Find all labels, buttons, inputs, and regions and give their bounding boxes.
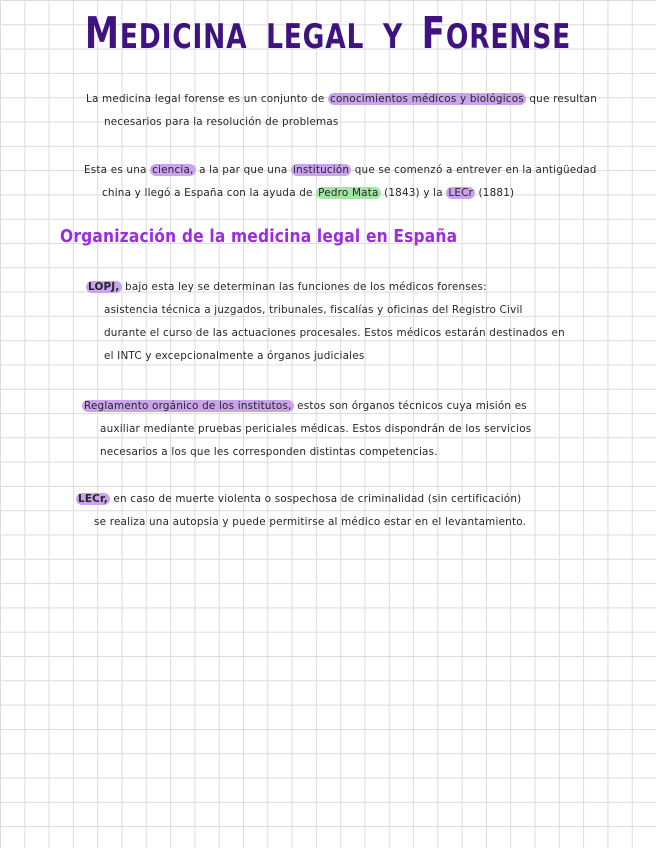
history-highlight-pedro-mata: Pedro Mata bbox=[318, 187, 379, 199]
lecr-line-2: se realiza una autopsia y puede permitirse al médico estar en el levantamiento. bbox=[94, 516, 527, 528]
lopj-paragraph bbox=[86, 276, 565, 368]
intro-text-post: que resultan bbox=[529, 93, 598, 105]
history-line2-pre: china y llegó a España con la ayuda de bbox=[102, 187, 313, 199]
history-line2-post: (1881) bbox=[478, 187, 515, 199]
lecr-label: LECr, bbox=[78, 493, 108, 505]
history-highlight-lecr: LECr bbox=[448, 187, 474, 199]
title-cap-f: F bbox=[421, 8, 446, 59]
title-word-y: Y bbox=[382, 17, 403, 57]
lecr-line-1: en caso de muerte violenta o sospechosa de criminalidad (sin certificación) bbox=[113, 493, 522, 505]
history-line2-mid: (1843) y la bbox=[384, 187, 443, 199]
history-highlight-ciencia: ciencia, bbox=[152, 164, 194, 176]
title-word-legal: LEGAL bbox=[266, 17, 365, 57]
history-text-mid: a la par que una bbox=[199, 164, 288, 176]
reglamento-label: Reglamento orgánico de los institutos, bbox=[84, 400, 292, 412]
lopj-line-2: asistencia técnica a juzgados, tribunales, fiscalías y oficinas del Registro Civil bbox=[104, 304, 523, 316]
intro-line-2: necesarios para la resolución de problemas bbox=[104, 116, 339, 128]
reglamento-line-3: necesarios a los que les corresponden distintas competencias. bbox=[100, 446, 438, 458]
lopj-line-4: el INTC y excepcionalmente a órganos judiciales bbox=[104, 350, 365, 362]
history-highlight-institucion: institución bbox=[292, 164, 350, 176]
reglamento-paragraph bbox=[82, 395, 531, 464]
history-text-pre: Esta es una bbox=[84, 164, 147, 176]
lopj-line-1: bajo esta ley se determinan las funciones de los médicos forenses: bbox=[125, 281, 487, 293]
intro-paragraph bbox=[86, 88, 597, 134]
reglamento-line-1: estos son órganos técnicos cuya misión es bbox=[297, 400, 527, 412]
lecr-paragraph bbox=[76, 488, 526, 534]
title-word-medicina: EDICINA bbox=[119, 17, 248, 57]
intro-highlight: conocimientos médicos y biológicos bbox=[330, 93, 524, 105]
reglamento-line-2: auxiliar mediante pruebas periciales médicas. Estos dispondrán de los servicios bbox=[100, 423, 532, 435]
page-title bbox=[72, 8, 584, 59]
intro-text-pre: La medicina legal forense es un conjunto de bbox=[86, 93, 325, 105]
lopj-line-3: durante el curso de las actuaciones procesales. Estos médicos estarán destinados en bbox=[104, 327, 565, 339]
section-heading: Organización de la medicina legal en España bbox=[60, 226, 458, 247]
lopj-label: LOPJ, bbox=[88, 281, 120, 293]
title-word-forense: ORENSE bbox=[445, 17, 572, 57]
title-cap-m: M bbox=[84, 8, 120, 59]
history-text-post: que se comenzó a entrever en la antigüedad bbox=[354, 164, 597, 176]
history-paragraph bbox=[84, 159, 597, 205]
